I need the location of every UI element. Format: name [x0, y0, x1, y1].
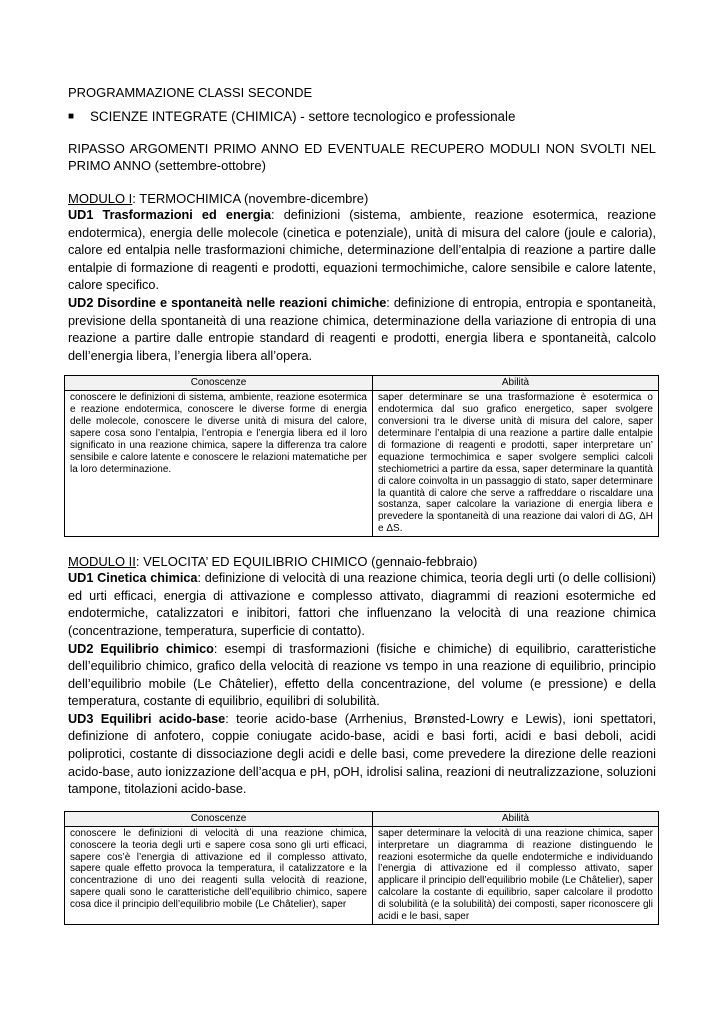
module-2-label: MODULO II — [68, 554, 136, 570]
unit-name: UD1 Trasformazioni ed energia — [68, 208, 272, 222]
unit-text: : esempi di trasformazioni (fisiche e chimiche) di equilibrio, caratteristiche dell’equilibrio chimico, grafico della velocità di reazione vs tempo in una reazione di equilibrio, principio dell’equilibrio mobile (Le Châtelier), effetto della concentrazione, del volume (e pressione) e della temperatura, costante di equilibrio, equilibri di solubilità. — [68, 641, 656, 709]
abilita-header: Abilità — [373, 376, 659, 391]
module-2-unit-1 — [68, 570, 656, 640]
unit-text: : definizione di entropia, entropia e spontaneità, previsione della spontaneità di una reazione chimica, determinazione della variazione di entropia di una reazione a partire dalle entropie standard di reagenti e prodotti, energia libera e spontaneità, calcolo dell’energia libera, l’energia libera all’opera. — [68, 295, 656, 363]
table-header-row — [65, 376, 659, 391]
abilita-cell: saper determinare se una trasformazione è esotermica o endotermica dal suo grafico energetico, saper svolgere conversioni tra le diverse unità di misura del calore, saper determinare l’entalpia di una reazione a partire dalle entalpie di formazione di reagenti e prodotti, saper interpretare un’ equazione termochimica e saper svolgere semplici calcoli stechiometrici a partire da essa, saper determinare la quantità di calore coinvolta in un passaggio di stato, saper determinare la quantità di calore che serve a raffreddare o riscaldare una sostanza, saper calcolare la variazione di energia libera e prevedere la spontaneità di una reazione dai valori di ΔG, ΔH e ΔS. — [373, 391, 659, 537]
module-2-heading — [68, 553, 656, 570]
unit-text: : definizione di velocità di una reazione chimica, teoria degli urti (o delle collisioni) ed urti efficaci, energia di attivazione e complesso attivato, diagrammi di reazioni esotermiche ed endotermiche, catalizzatori e inibitori, fattori che influenzano la velocità di una reazione chimica (concentrazione, temperatura, superficie di contatto). — [68, 571, 656, 638]
table-row — [65, 826, 659, 924]
module-2-table — [64, 811, 659, 925]
abilita-header: Abilità — [373, 811, 659, 826]
module-1-unit-2 — [68, 295, 656, 365]
unit-name: UD2 Equilibrio chimico — [68, 641, 214, 656]
module-1-label: MODULO I — [68, 191, 133, 206]
conoscenze-header: Conoscenze — [65, 376, 373, 391]
module-1-heading — [68, 190, 656, 207]
unit-name: UD3 Equilibri acido-base — [68, 711, 226, 726]
abilita-cell: saper determinare la velocità di una reazione chimica, saper interpretare un diagramma di reazione distinguendo le reazioni esotermiche da quelle endotermiche e individuando l’energia di attivazione ed il complesso attivato, saper applicare il principio dell’equilibrio mobile (Le Châtelier), saper calcolare la costante di equilibrio, saper calcolare il prodotto di solubilità (e la solubilità) dei composti, saper riconoscere gli acidi e le basi, saper — [373, 826, 659, 924]
conoscenze-header: Conoscenze — [65, 811, 373, 826]
conoscenze-cell: conoscere le definizioni di sistema, ambiente, reazione esotermica e reazione endotermica, conoscere le diverse forme di energia delle molecole, conoscere le diverse unità di misura del calore, sapere cosa sono l’entalpia, l’entropia e l’energia libera ed il loro significato in una reazione chimica, sapere la differenza tra calore sensibile e calore latente e conoscere le relazioni matematiche per la loro determinazione. — [65, 391, 373, 537]
module-2-unit-3 — [68, 711, 656, 799]
subject-bullet — [68, 108, 656, 126]
recupero-paragraph: RIPASSO ARGOMENTI PRIMO ANNO ED EVENTUALE RECUPERO MODULI NON SVOLTI NEL PRIMO ANNO (settembre-ottobre) — [68, 141, 656, 173]
module-2-unit-2 — [68, 641, 656, 711]
unit-name: UD1 Cinetica chimica — [68, 571, 198, 586]
module-1-unit-1 — [68, 207, 656, 295]
table-row — [65, 391, 659, 537]
subject-text: SCIENZE INTEGRATE (CHIMICA) - settore tecnologico e professionale — [90, 109, 516, 124]
unit-text: : teorie acido-base (Arrhenius, Brønsted-Lowry e Lewis), ioni spettatori, definizione di anfotero, coppie coniugate acido-base, acidi e basi forti, acidi e basi deboli, acidi poliprotici, costante di dissociazione degli acidi e delle basi, come prevedere la direzione delle reazioni acido-base, auto ionizzazione dell’acqua e pH, pOH, idrolisi salina, reazioni di neutralizzazione, soluzioni tampone, titolazioni acido-base. — [68, 711, 656, 797]
module-1-table — [64, 375, 659, 537]
unit-text: : definizioni (sistema, ambiente, reazione esotermica, reazione endotermica), energia delle molecole (cinetica e potenziale), unità di misura del calore (joule e caloria), calore ed entalpia nelle trasformazioni chimiche, determinazione dell’entalpia di reazione a partire dalle entalpie di formazione di reagenti e prodotti, equazioni termochimiche, calore sensibile e calore latente, calore specifico. — [68, 208, 656, 293]
table-header-row — [65, 811, 659, 826]
document-page — [68, 84, 656, 925]
unit-name: UD2 Disordine e spontaneità nelle reazioni chimiche — [68, 295, 387, 310]
module-2-title: : VELOCITA’ ED EQUILIBRIO CHIMICO (gennaio-febbraio) — [135, 554, 478, 570]
module-1-title: : TERMOCHIMICA (novembre-dicembre) — [132, 191, 369, 206]
square-bullet-icon: ■ — [68, 111, 75, 122]
conoscenze-cell: conoscere le definizioni di velocità di una reazione chimica, conoscere la teoria degli urti e sapere cosa sono gli urti efficaci, sapere cos’è l’energia di attivazione ed il complesso attivato, sapere quale effetto provoca la temperatura, il catalizzatore e la concentrazione di uno dei reagenti sulla velocità di reazione, sapere quali sono le caratteristiche dell’equilibrio chimico, sapere cosa dice il principio dell’equilibrio mobile (Le Châtelier), saper — [65, 826, 373, 924]
document-heading: PROGRAMMAZIONE CLASSI SECONDE — [68, 85, 313, 100]
